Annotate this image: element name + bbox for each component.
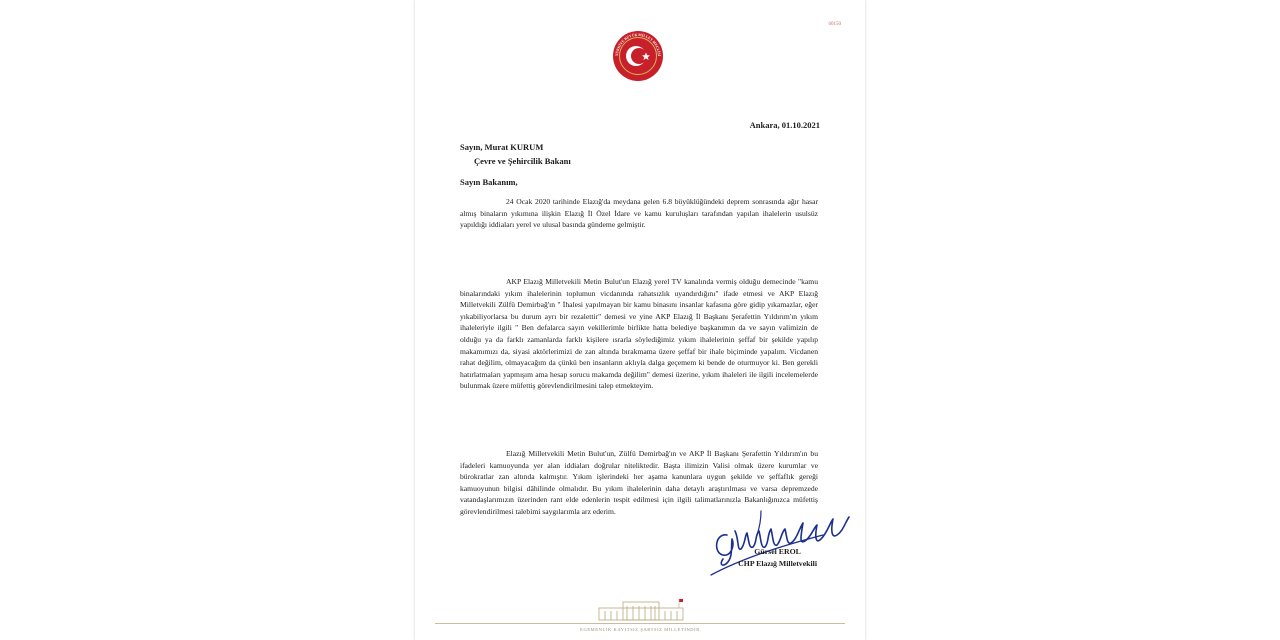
body-paragraph-1: 24 Ocak 2020 tarihinde Elazığ'da meydana gelen 6.8 büyüklüğündeki deprem sonrasında ağır hasar almış binaların yıkımına ilişkin Elazığ İl Özel İdare ve kamu kuruluşları tarafından yapılan ihalelerin usulsüz yapıldığı iddiaları yerel ve ulusal basında gündeme gelmiştir.	[460, 197, 818, 230]
tbmm-emblem-icon	[612, 30, 664, 82]
recipient-block	[460, 140, 571, 168]
body-paragraph-2: AKP Elazığ Milletvekili Metin Bulut'un Elazığ yerel TV kanalında vermiş olduğu demecinde "kamu binalarındaki yıkım ihalelerinin toplumun vicdanında rahatsızlık uyandırdığını" ifade etmesi ve AKP Elazığ Milletvekili Zülfü Demirbağ'ın " İhalesi yapılmayan bir kamu binasını insanlar kafasına göre gidip yıkamazlar, eğer yıkabiliyorlarsa bu durum ayrı bir rezalettir" demesi ve yine AKP Elazığ İl Başkanı Şerafettin Yıldırım'ın yıkım ihaleleriyle ilgili " Ben defalarca sayın vekillerimle birlikte hatta belediye başkanımın da ve sayın valimizin de olduğu ya da farklı zamanlarda farklı kişilere ısrarla söylediğimiz yıkım ihalelerinin şeffaf bir şekilde yapılıp makamımızı da, siyasi aktörlerimizi de zan altında bırakmama üzere şeffaf bir ihale biçiminde yapalım. Vicdanen rahat değilim, olmayacağım da çünkü ben insanların aklıyla dalga geçemem ki bende de oturmuyor ki. Ben gerekli hatırlatmaları yapmışım ama hesap sorucu makamda değilim" demesi üzerine, yıkım ihaleleri ile ilgili incelemelerde bulunmak üzere müfettiş görevlendirilmesini talep etmekteyim.	[460, 277, 818, 391]
body-paragraph-3: Elazığ Milletvekili Metin Bulut'un, Zülfü Demirbağ'ın ve AKP İl Başkanı Şerafettin Yıldırım'ın bu ifadeleri kamuoyunda yer alan iddiaları doğrular niteliktedir. Başta ilimizin Valisi olmak üzere kurumlar ve bürokratlar zan altında kalmıştır. Yıkım işlerindeki her aşama kanunlara uygun şekilde ve şeffaflık gereği kamuoyunun bilgisi dâhilinde olmalıdır. Bu yıkım ihalelerinin daha detaylı araştırılması ve varsa depremzede vatandaşlarımızın üzerinden rant elde edenlerin tespit edilmesi için ilgili talimatlarınızla Bakanlığınızca müfettiş görevlendirilmesi talebimi saygılarımla arz ederim.	[460, 449, 818, 516]
svg-text:TÜRKİYE BÜYÜK MİLLET MECLİSİ: TÜRKİYE BÜYÜK MİLLET MECLİSİ	[614, 32, 662, 57]
parliament-building-icon	[593, 598, 689, 622]
signer-block	[738, 546, 817, 569]
recipient-title: Çevre ve Şehircilik Bakanı	[474, 156, 571, 166]
letter-page	[415, 0, 865, 640]
signer-title: CHP Elazığ Milletvekili	[738, 558, 817, 568]
footer-divider	[435, 623, 845, 624]
letter-date: Ankara, 01.10.2021	[749, 120, 820, 130]
recipient-name: Sayın, Murat KURUM	[460, 142, 544, 152]
footer-motto: EGEMENLİK KAYITSIZ ŞARTSIZ MİLLETİNDİR	[580, 627, 700, 632]
salutation: Sayın Bakanım,	[460, 177, 518, 187]
document-number: 60150	[828, 22, 841, 27]
signer-name: Gürsel EROL	[754, 547, 801, 556]
